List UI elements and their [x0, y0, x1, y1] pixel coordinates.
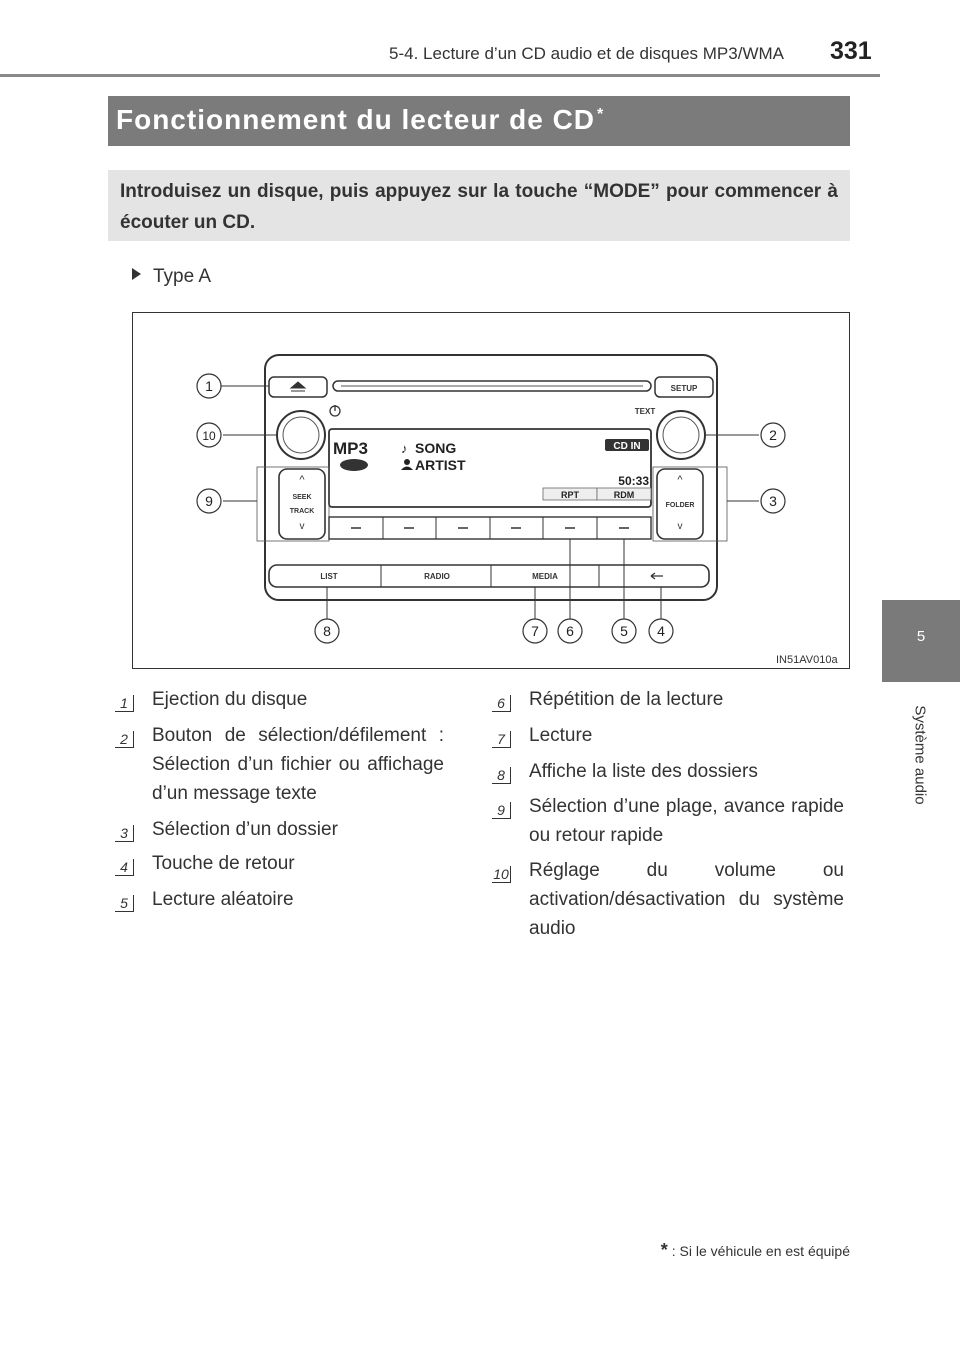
- callout-7-text: 7: [531, 623, 539, 639]
- callout-10-text: 10: [202, 429, 216, 443]
- figure-code: IN51AV010a: [776, 654, 838, 666]
- setup-label: SETUP: [670, 384, 698, 393]
- track-label: TRACK: [289, 508, 315, 515]
- audio-unit-figure: [132, 312, 850, 669]
- footnote-asterisk: *: [660, 1240, 668, 1260]
- radio-label: RADIO: [424, 572, 450, 581]
- item-text: Lecture: [529, 725, 593, 746]
- header-rule: [0, 74, 880, 77]
- item-number: 2: [115, 725, 134, 754]
- callout-8-text: 8: [323, 623, 331, 639]
- callout-4-text: 4: [657, 623, 665, 639]
- callout-5-text: 5: [620, 623, 628, 639]
- item-number: 9: [492, 796, 511, 825]
- triangle-bullet-icon: [132, 268, 141, 280]
- legend-right: [492, 685, 852, 945]
- display-time: 50:33: [618, 474, 649, 488]
- item-number: 1: [115, 689, 134, 718]
- folder-label: FOLDER: [665, 502, 695, 509]
- item-number: 10: [492, 860, 511, 889]
- item-text: Ejection du disque: [152, 689, 308, 710]
- footnote-text: : Si le véhicule en est équipé: [671, 1243, 850, 1259]
- callout-6-text: 6: [566, 623, 574, 639]
- callout-3-text: 3: [769, 493, 777, 509]
- display-artist: ARTIST: [415, 457, 466, 473]
- chapter-number: 5: [916, 628, 926, 645]
- item-number: 7: [492, 725, 511, 754]
- intro-text: Introduisez un disque, puis appuyez sur la touche “MODE” pour commencer à écouter un CD.: [120, 181, 838, 233]
- item-number: 6: [492, 689, 511, 718]
- text-label: TEXT: [634, 407, 656, 416]
- display-rdm: RDM: [613, 490, 635, 500]
- item-text: Sélection d’une plage, avance rapide ou retour rapide: [529, 796, 844, 846]
- display-rpt: RPT: [561, 490, 579, 500]
- item-number: 8: [492, 761, 511, 790]
- callout-2-text: 2: [769, 427, 777, 443]
- svg-text:v: v: [677, 521, 683, 532]
- footnote: [661, 1240, 850, 1261]
- list-label: LIST: [320, 572, 338, 581]
- type-label-text: Type A: [153, 266, 212, 287]
- seek-label: SEEK: [292, 494, 312, 501]
- svg-text:v: v: [299, 521, 305, 532]
- item-text: Touche de retour: [152, 853, 295, 874]
- chapter-title: [900, 690, 940, 820]
- svg-text:^: ^: [299, 474, 305, 486]
- media-label: MEDIA: [532, 572, 558, 581]
- title-asterisk: *: [597, 105, 605, 123]
- page-number: 331: [830, 37, 872, 65]
- item-text: Bouton de sélection/défilement : Sélection d’un fichier ou affichage d’un message texte: [152, 725, 444, 804]
- type-label: [132, 266, 211, 288]
- item-text: Affiche la liste des dossiers: [529, 761, 758, 782]
- item-text: Répétition de la lecture: [529, 689, 724, 710]
- note-icon: ♪: [401, 441, 408, 456]
- display-format: MP3: [333, 439, 368, 458]
- svg-text:^: ^: [677, 474, 683, 486]
- item-number: 3: [115, 819, 134, 848]
- display-song: SONG: [415, 440, 457, 456]
- section-title-text: Fonctionnement du lecteur de CD: [116, 104, 596, 135]
- chapter-title-text: Système audio: [911, 705, 929, 805]
- item-text: Lecture aléatoire: [152, 889, 294, 910]
- callouts: [133, 313, 849, 668]
- item-text: Sélection d’un dossier: [152, 819, 338, 840]
- callout-1-text: 1: [205, 378, 213, 394]
- legend-left: [115, 685, 475, 945]
- item-number: 5: [115, 889, 134, 918]
- item-number: 4: [115, 853, 134, 882]
- item-text: Réglage du volume ou activation/désactivation du système audio: [529, 860, 844, 939]
- display-source: CD IN: [613, 441, 641, 452]
- callout-9-text: 9: [205, 493, 213, 509]
- running-header: 5-4. Lecture d’un CD audio et de disques MP3/WMA: [389, 44, 784, 63]
- section-title: [116, 104, 604, 136]
